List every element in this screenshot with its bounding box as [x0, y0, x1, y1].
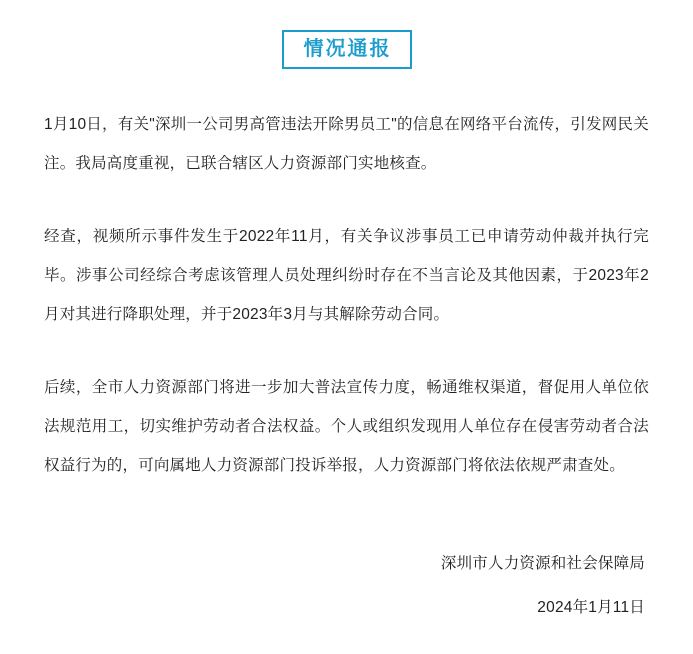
document-body: [44, 105, 649, 485]
paragraph-2: 经查，视频所示事件发生于2022年11月，有关争议涉事员工已申请劳动仲裁并执行完毕。涉事公司经综合考虑该管理人员处理纠纷时存在不当言论及其他因素，于2023年2月对其进行降职处理，并于2023年3月与其解除劳动合同。: [44, 228, 649, 323]
page-title: 情况通报: [282, 30, 412, 69]
title-container: [44, 0, 649, 87]
signature-block: [44, 547, 649, 625]
signature-date: 2024年1月11日: [537, 599, 645, 616]
signature-issuer: 深圳市人力资源和社会保障局: [440, 555, 645, 572]
paragraph-3: 后续，全市人力资源部门将进一步加大普法宣传力度，畅通维权渠道，督促用人单位依法规范用工，切实维护劳动者合法权益。个人或组织发现用人单位存在侵害劳动者合法权益行为的，可向属地人力资源部门投诉举报，人力资源部门将依法依规严肃查处。: [44, 379, 649, 474]
paragraph-1: 1月10日，有关"深圳一公司男高管违法开除男员工"的信息在网络平台流传，引发网民关注。我局高度重视，已联合辖区人力资源部门实地核查。: [44, 116, 649, 172]
